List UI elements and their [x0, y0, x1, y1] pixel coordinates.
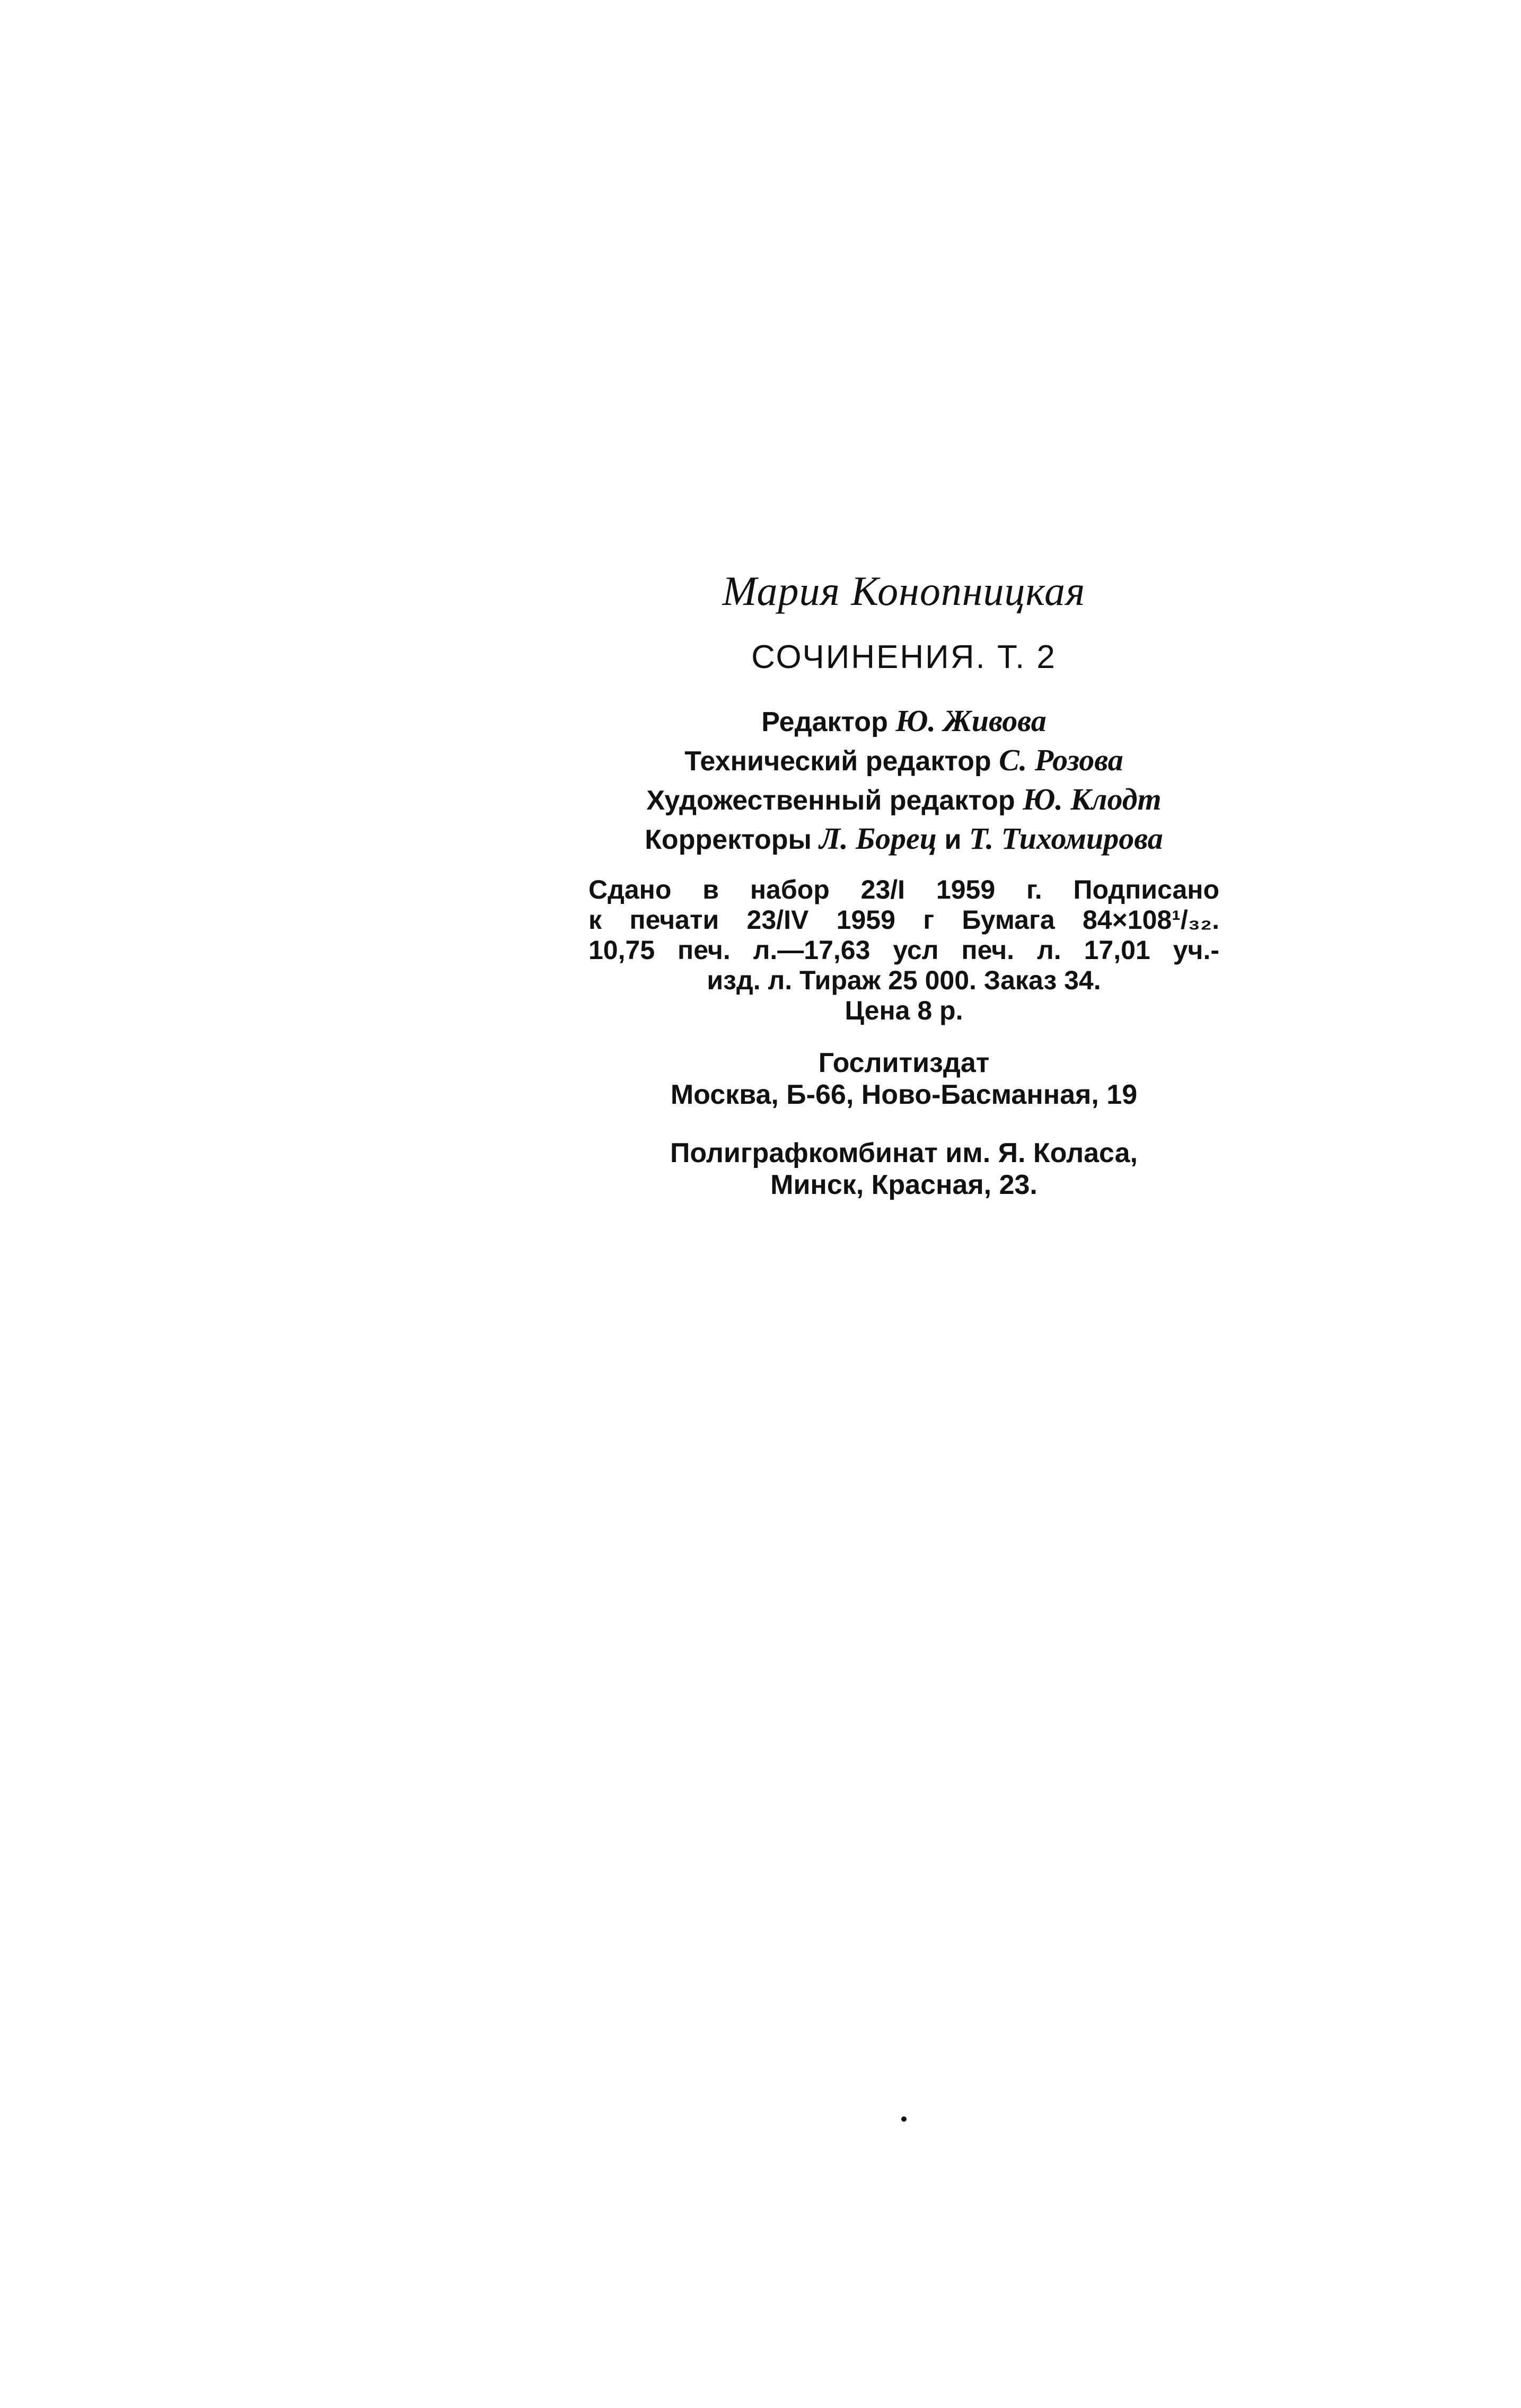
staff-role: Редактор — [761, 707, 888, 737]
staff-name: Л. Борец — [819, 821, 937, 856]
print-detail-line: изд. л. Тираж 25 000. Заказ 34. — [707, 965, 1101, 995]
staff-line-art-editor — [578, 780, 1230, 820]
staff-role: Художественный редактор — [646, 785, 1015, 816]
print-detail-line: Сдано в набор 23/I 1959 г. Подписано — [588, 875, 1219, 904]
staff-line-proofreaders — [578, 820, 1230, 859]
staff-conjunction: и — [944, 824, 962, 855]
author-name: Мария Конопницкая — [722, 568, 1086, 614]
printer-address: Минск, Красная, 23. — [770, 1170, 1038, 1200]
printer-block — [578, 1137, 1230, 1201]
staff-line-tech-editor — [578, 741, 1230, 780]
publisher-name: Гослитиздат — [818, 1048, 990, 1078]
staff-name: Ю. Живова — [895, 704, 1047, 738]
book-title: СОЧИНЕНИЯ. Т. 2 — [751, 639, 1057, 675]
print-detail-line: к печати 23/IV 1959 г Бумага 84×108¹/₃₂. — [588, 905, 1219, 935]
staff-line-editor — [578, 702, 1230, 741]
staff-credits — [578, 702, 1230, 859]
publisher-block — [578, 1047, 1230, 1111]
print-detail-line: 10,75 печ. л.—17,63 усл печ. л. 17,01 уч.- — [588, 935, 1219, 965]
imprint-block — [578, 567, 1230, 1201]
price: Цена 8 р. — [845, 996, 963, 1025]
print-details — [588, 875, 1219, 1026]
publisher-address: Москва, Б-66, Ново-Басманная, 19 — [670, 1079, 1138, 1110]
staff-role: Технический редактор — [684, 746, 991, 777]
staff-role: Корректоры — [645, 824, 812, 855]
printer-name: Полиграфкомбинат им. Я. Коласа, — [670, 1138, 1138, 1168]
staff-name: Т. Тихомирова — [969, 821, 1163, 856]
staff-name: Ю. Клодт — [1023, 782, 1162, 816]
staff-name: С. Розова — [999, 743, 1123, 777]
page-speck — [901, 2116, 907, 2122]
